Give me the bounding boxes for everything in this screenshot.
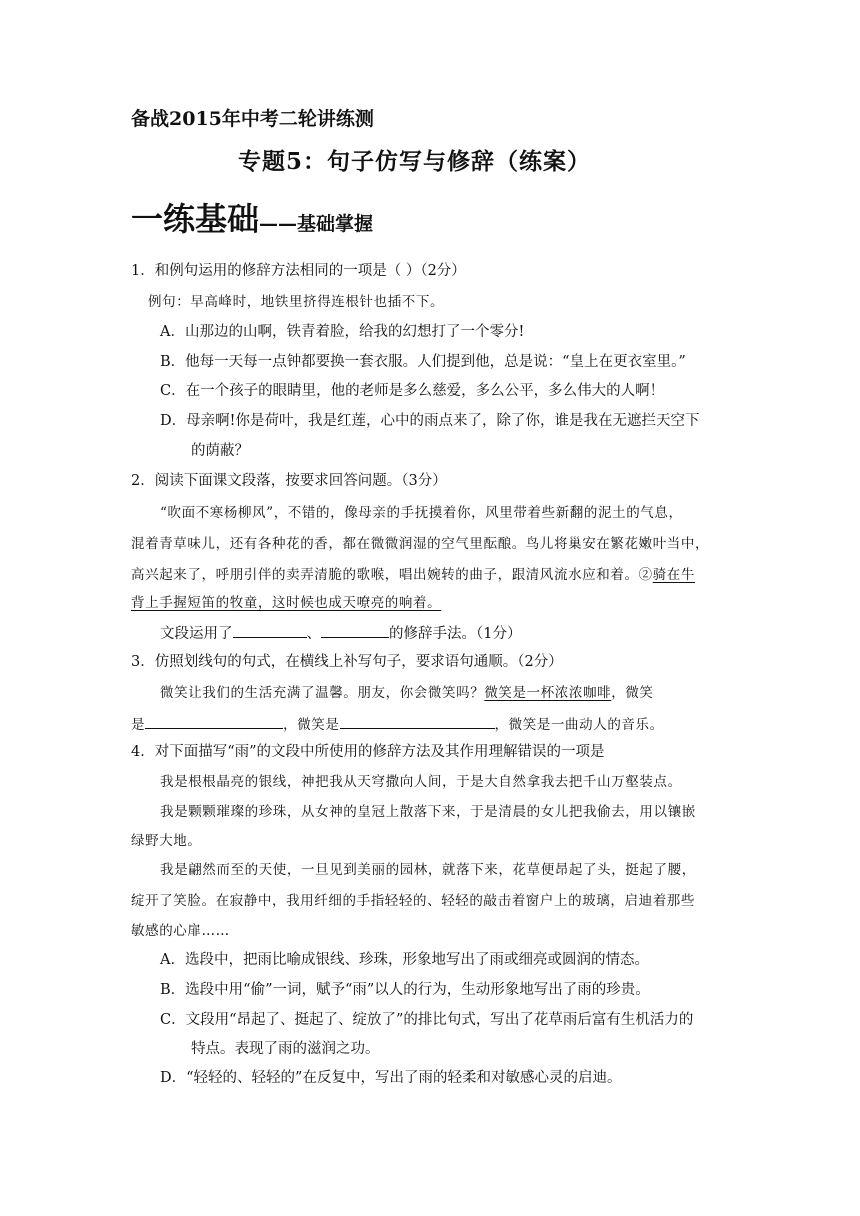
q2-passage-line-2: 混着青草味儿，还有各种花的香，都在微微润湿的空气里酝酿。鸟儿将巢安在繁花嫩叶当中， — [131, 536, 710, 552]
q1-option-b: B．他每一天每一点钟都要换一套衣服。人们提到他，总是说：“皇上在更衣室里。” — [160, 354, 686, 370]
q3-stem: 3．仿照划线句的句式，在横线上补写句子，要求语句通顺。（2分） — [131, 654, 563, 670]
q4-passage-line-2: 我是颗颗璀璨的珍珠，从女神的皇冠上散落下来，于是清晨的女儿把我偷去，用以镶嵌 — [160, 804, 696, 820]
series-heading: 备战2015年中考二轮讲练测 — [131, 108, 374, 130]
q4-option-b: B．选段中用“偷”一词，赋予“雨”以人的行为，生动形象地写出了雨的珍贵。 — [160, 982, 650, 998]
q4-passage-line-6: 敏感的心扉…… — [131, 923, 230, 939]
q2-passage-text: 高兴起来了，呼朋引伴的卖弄清脆的歌喉，唱出婉转的曲子，跟清风流水应和着。② — [131, 567, 653, 583]
q2-underlined-sentence: 骑在牛 — [652, 567, 696, 583]
q2-passage-line-4 — [131, 593, 441, 613]
q4-option-d: D．“轻轻的、轻轻的”在反复中，写出了雨的轻柔和对敏感心灵的启迪。 — [160, 1070, 622, 1086]
page-title: 专题5：句子仿写与修辞（练案） — [238, 148, 592, 175]
q3-text: 微笑让我们的生活充满了温馨。朋友，你会微笑吗？ — [160, 685, 485, 701]
q2-passage-line-3 — [131, 565, 695, 585]
q3-text-pre: 是 — [131, 717, 146, 733]
q4-stem: 4．对下面描写“雨”的文段中所使用的修辞方法及其作用理解错误的一项是 — [131, 744, 605, 760]
q1-option-c: C．在一个孩子的眼睛里，他的老师是多么慈爱，多么公平，多么伟大的人啊！ — [160, 383, 665, 399]
q4-passage-line-1: 我是根根晶亮的银线，神把我从天穹撒向人间，于是大自然拿我去把千山万壑装点。 — [160, 774, 682, 790]
q4-passage-line-5: 绽开了笑脸。在寂静中，我用纤细的手指轻轻的、轻轻的敲击着窗户上的玻璃，启迪着那些 — [131, 893, 695, 909]
q2-blank-2[interactable] — [321, 622, 389, 638]
q1-option-a: A．山那边的山啊，铁青着脸，给我的幻想打了一个零分! — [160, 324, 525, 340]
q2-answer-prompt — [160, 622, 521, 644]
q2-blank-1[interactable] — [233, 622, 307, 638]
q1-example: 例句：早高峰时，地铁里挤得连根针也插不下。 — [148, 294, 445, 310]
section-heading-sub: ——基础掌握 — [259, 213, 374, 235]
q2-prompt-sep: 、 — [306, 626, 321, 642]
q3-blank-1[interactable] — [145, 713, 283, 729]
q4-option-c-cont: 特点。表现了雨的滋润之功。 — [191, 1041, 380, 1057]
q1-option-d-cont: 的荫蔽？ — [191, 443, 249, 459]
q2-underlined-sentence-cont: 背上手握短笛的牧童，这时候也成天嘹亮的响着。 — [131, 595, 442, 611]
q3-blank-2[interactable] — [340, 713, 495, 729]
q4-option-a: A．选段中，把雨比喻成银线、珍珠，形象地写出了雨或细亮或圆润的情态。 — [160, 952, 649, 968]
q4-option-c: C．文段用“昂起了、挺起了、绽放了”的排比句式，写出了花草雨后富有生机活力的 — [160, 1012, 694, 1028]
q2-passage-line-1: “吹面不寒杨柳风”，不错的，像母亲的手抚摸着你，风里带着些新翻的泥土的气息， — [160, 505, 683, 521]
q4-passage-line-4: 我是翩然而至的天使，一旦见到美丽的园林，就落下来，花草便昂起了头，挺起了腰， — [160, 862, 696, 878]
q2-prompt-end: 的修辞手法。（1分） — [389, 626, 522, 642]
q1-stem: 1．和例句运用的修辞方法相同的一项是（ ）（2分） — [131, 263, 466, 279]
q1-option-d: D．母亲啊!你是荷叶，我是红莲，心中的雨点来了，除了你，谁是我在无遮拦天空下 — [160, 413, 700, 429]
q4-passage-line-3: 绿野大地。 — [131, 833, 202, 849]
q2-prompt-text: 文段运用了 — [160, 626, 233, 642]
q3-text-mid: ，微笑是 — [283, 717, 340, 733]
q3-text-end: ，微笑 — [611, 685, 654, 701]
q3-underlined-sentence: 微笑是一杯浓浓咖啡 — [484, 685, 612, 701]
q3-text-post: ，微笑是一曲动人的音乐。 — [494, 717, 664, 733]
q2-stem: 2．阅读下面课文段落，按要求回答问题。（3分） — [131, 473, 447, 489]
q3-passage-line-1 — [160, 683, 654, 703]
section-heading-main: 一练基础 — [131, 200, 260, 238]
section-heading — [131, 199, 373, 246]
q3-passage-line-2 — [131, 713, 664, 735]
